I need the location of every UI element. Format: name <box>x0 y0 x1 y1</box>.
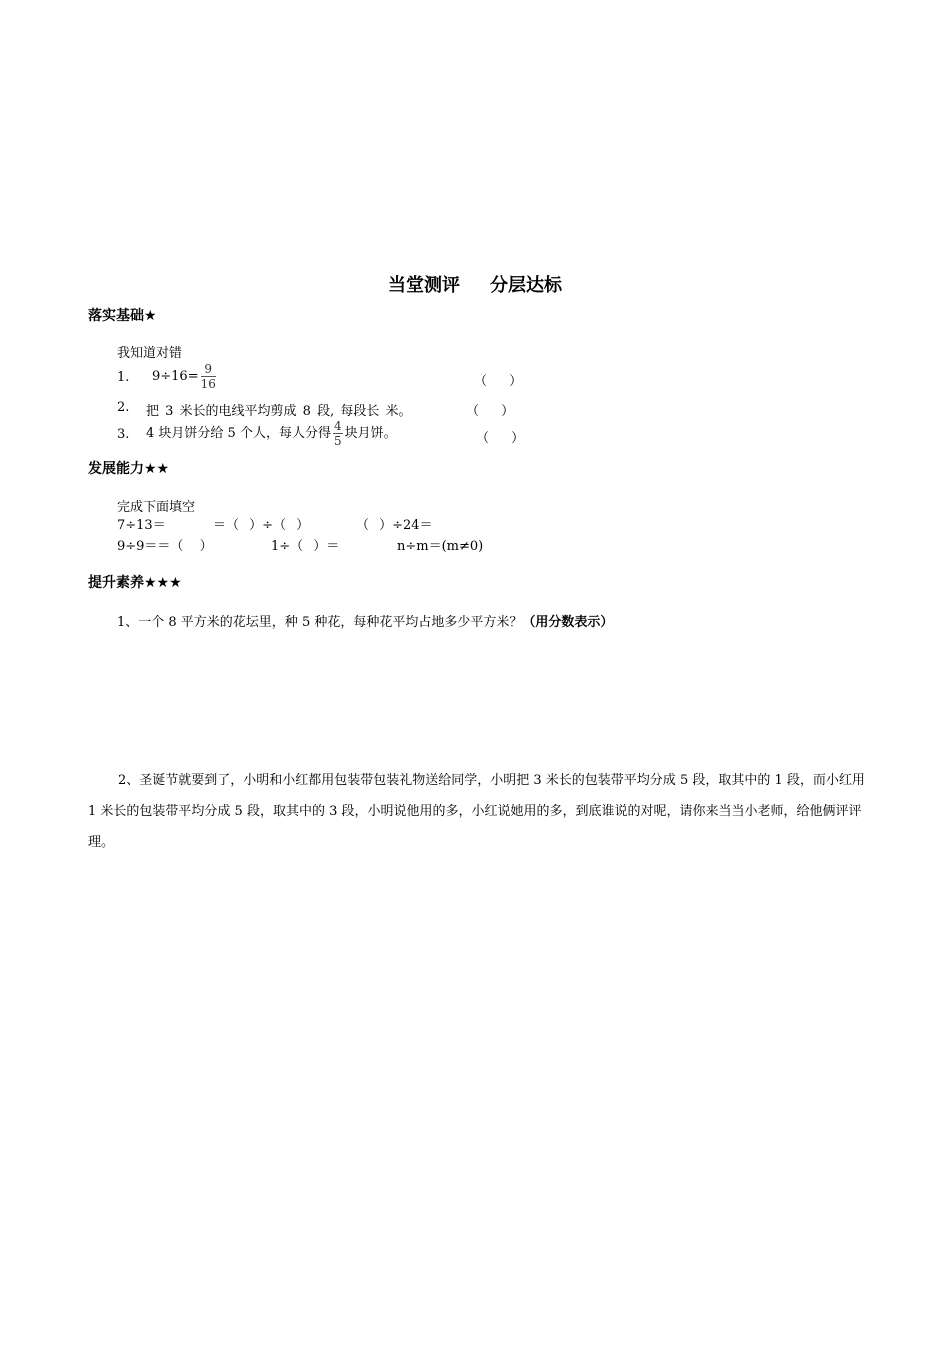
item-1-number: 1. <box>117 370 130 385</box>
fraction-numerator: 4 <box>333 419 342 433</box>
fill-row1-a: 7÷13＝ <box>117 518 166 533</box>
item-1-text: 9÷16= <box>152 369 199 384</box>
item-2-text: 把 3 米长的电线平均剪成 8 段, 每段长 米。 <box>146 404 412 419</box>
fraction-denominator: 16 <box>200 377 216 391</box>
item-3-text-before: 4 块月饼分给 5 个人，每人分得 <box>146 426 331 441</box>
item-1-answer-paren[interactable]: （ ） <box>474 374 523 389</box>
title-part-2: 分层达标 <box>490 275 562 296</box>
item-3-number: 3. <box>117 427 130 442</box>
item-3-text-after: 块月饼。 <box>344 426 397 441</box>
section2-intro: 完成下面填空 <box>117 500 196 515</box>
fill-row1-b: ＝（ ）÷（ ） <box>213 518 310 533</box>
page-title <box>0 271 950 297</box>
fill-row2-c: n÷m＝(m≠0) <box>397 539 484 554</box>
item-3-expression <box>146 420 397 447</box>
title-part-1: 当堂测评 <box>388 275 460 296</box>
section1-intro: 我知道对错 <box>117 346 183 361</box>
fill-row2-b: 1÷（ ）＝ <box>271 539 340 554</box>
item-2-number: 2. <box>117 400 130 415</box>
section-heading-literacy: 提升素养★★★ <box>88 575 182 591</box>
question-2: 2、圣诞节就要到了，小明和小红都用包装带包装礼物送给同学，小明把 3 米长的包装带平均分成 5 段，取其中的 1 段，而小红用 1 米长的包装带平均分成 5 段，取其中的 3 段，小明说他用的多，小红说她用的多，到底谁说的对呢，请你来当当小老师，给他俩评评理。 <box>88 773 865 850</box>
fill-row1-c: （ ）÷24＝ <box>356 518 433 533</box>
item-2-answer-paren[interactable]: （ ） <box>466 404 515 419</box>
item-3-answer-paren[interactable]: （ ） <box>476 431 525 446</box>
section-heading-ability: 发展能力★★ <box>88 461 170 477</box>
fill-row2-a: 9÷9＝＝（ ） <box>117 539 213 554</box>
item-1-expression <box>152 363 218 390</box>
question-1-note: （用分数表示） <box>522 615 614 630</box>
section-heading-basic: 落实基础★ <box>88 308 157 324</box>
fraction-4-5 <box>333 420 343 447</box>
question-1 <box>117 611 613 630</box>
fraction-denominator: 5 <box>333 434 342 448</box>
question-1-text: 1、一个 8 平方米的花坛里，种 5 种花，每种花平均占地多少平方米？ <box>117 615 523 630</box>
fraction-numerator: 9 <box>201 363 216 377</box>
fraction-9-16 <box>201 363 216 390</box>
